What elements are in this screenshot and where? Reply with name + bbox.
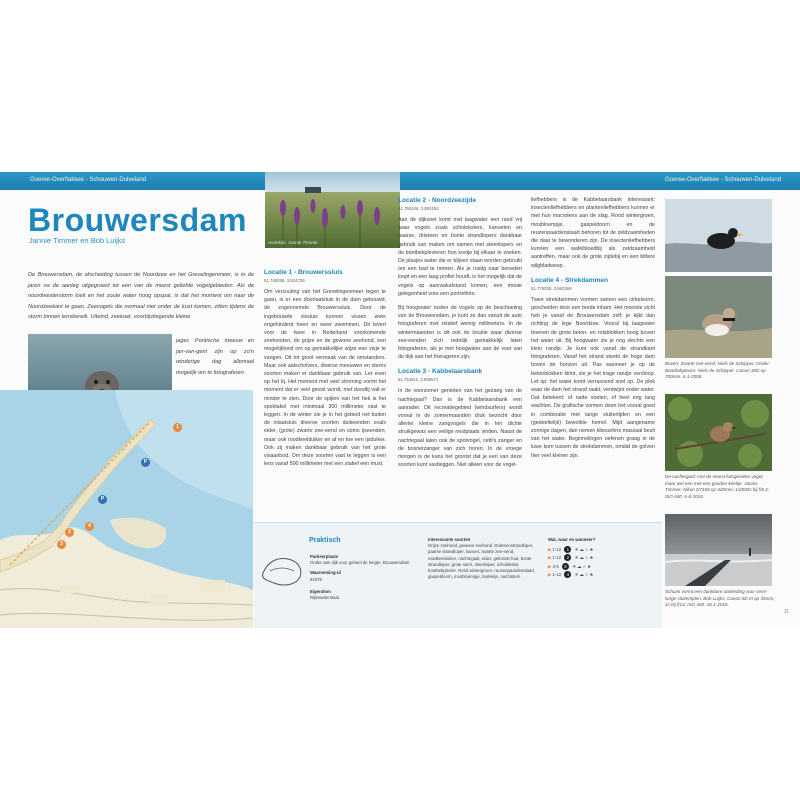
map-marker-4: 4 <box>85 522 94 531</box>
schedule-row-1: ▶ 1-12 1 ☀☁☆★ <box>548 547 595 553</box>
header-label-right: Goeree-Overflakkee - Schouwen-Duiveland <box>665 177 782 183</box>
location-2-text-2: Bij hoogwater rusten de vogels op de beschoeiing van de Brouwersdam, je kunt ze dan vanuit de auto fotograferen met relatief weinig millimeters. In de wintermaanden is dit ook de locatie waar diverse zee-eenden zich redelijk gemakkelijk laten fotograferen, als je met hoogwater aan de voet van de dijk aan het foerageren zijn. <box>398 305 522 361</box>
map-marker-parking-2: P <box>98 495 107 504</box>
intro-text: De Brouwersdam, de afscheiding tussen de Noordzee en het Grevelingenmeer, is in de jaren na de aanleg uitgegroeid tot een van de meest geliefde vogelgebieden. Als de noordwesterstorm loeit en het zoute water hoog opspat, is dat het moment om naar de Noordzeekant te gaan. Zeevogels die normaal niet onder de kust komen, zitten tijdens de storm binnen lensbereik. Uiteind, zeekoet, voorbijvliegende kleine <box>28 272 254 321</box>
map-marker-2: 2 <box>65 528 74 537</box>
scoter-photo <box>665 199 772 272</box>
species-label: Interessante soorten <box>428 537 471 542</box>
header-label-left: Goeree-Overflakkee - Schouwen-Duiveland <box>30 177 147 183</box>
plover-photo <box>665 276 772 358</box>
map-marker-parking-1: P <box>141 458 150 467</box>
nightingale-caption: De nachtegaal: met de meest fotogenieke vogel, maar wel een met een gouden keeltje. Jannie Timmer; Nikon D7100 op 420mm; 1/2500s bij f/8.3; ISO 640. 6-6-2016. <box>665 474 769 499</box>
parking-text: Onder aan dijk voor geheel de lengte, Brouwersdam <box>310 560 410 566</box>
schedule-number-2: 2 <box>564 554 571 561</box>
owner-value: Rijkswaterstaat <box>310 595 340 601</box>
map-marker-3: 3 <box>57 540 66 549</box>
pier-caption: Schuim vormt een dankbare aanleiding voor semi-lange sluitertijden. Bob Luijks; Canon 5D III op 35mm; 1s bij f/14; ISO 400. 18-1-2016. <box>665 589 775 608</box>
schedule-icons-2: ☀☁☆★ <box>574 555 595 561</box>
parking-label: Parkeerplaats <box>310 554 339 559</box>
practical-box <box>254 522 662 628</box>
page-number: 11 <box>784 609 790 615</box>
schedule-icons-3: ☀☁☆★ <box>572 563 592 569</box>
location-3-coord: 51.754811, 3.899571 <box>398 377 439 383</box>
location-4-title: Locatie 4 - Strekdammen <box>531 276 608 284</box>
page-title: Brouwersdam <box>28 202 247 238</box>
owner-label: Eigendom <box>310 588 331 594</box>
schedule-range-3: 3-6 <box>552 563 559 569</box>
header-band-mid <box>400 172 665 190</box>
header-band-left <box>0 172 265 190</box>
schedule-row-2: ▶ 1-12 2 ☀☁☆★ <box>548 555 595 561</box>
location-1-title: Locatie 1 - Brouwerssluis <box>264 269 343 276</box>
schedule-range-1: 1-12 <box>552 547 562 553</box>
practical-species <box>428 537 540 580</box>
location-1-text: Om verzouting van het Grevelingenmeer tegen te gaan, is er een doorlaatsluis in de dam gebouwd, de zogenoemde Brouwerssluis. Door de ingebouwde vissluis kunnen vissen weer ongehinderd heen en weer zwemmen. Dit levert voor de twee in Nederland voorkomende zeehonden, de grijze en de gewone zeehond, een mogelijkheid om op gemakkelijke wijze een visje te vangen. Dit tot groot vermaak van de omstanders. Maar ook aalscholvers, diverse meeuwen en sterns soorten maken er dankbaar gebruik van. Let even op het tij. Het moment met veel stroming vormt het moment dat er veel gevist wordt, met doodtij valt er minder te zien. Door de spijlen van het hek is het spektakel met minimaal 300 millimeter vast te leggen. In de winter zie je in het gebied net buiten de inlaatsluis diverse soorten duikeenden zoals eider, (grote) zwarte zee-eend en soms ijseenden, maar ook roodkeelduiker en af en toe een ijsduiker. Ook zij maken dankbaar gebruik van het grote visaanbod. Om deze soorten vast te leggen is een lens vanaf 500 millimeter met een statief een must. <box>264 289 386 468</box>
practical-schedule <box>548 537 658 578</box>
location-3-continued: liefhebbers is de Kabbelaarsbank interessant; insectenliefhebbers en plantenliefhebbers kunnen er met hun macrolens aan de slag. Rond wintergroen, mosbloempje, gaspeldoorn en de reuzenpaardenstaart behoren tot de zeldzaamheden die daar te bewonderen zijn. De insectenliefhebbers kunnen een wafelbloedbij als zeldzaamheid aantreffen, maar ook de grote zijdebij en een bittere wilgbladwesp. <box>531 197 655 269</box>
nightingale-photo <box>665 394 772 471</box>
location-1-coord: 51.748268, 3.824736 <box>264 278 305 283</box>
location-2-text-1: Aan de dijkvoet komt met laagwater een rand vrij waar vogels zoals scholeksters, kanoeten en paarse, drieteen en bonte strandlopers dankbaar gebruik van maken om samen met steenlopers en de bontbekplevieren hun kostje bij elkaar te zoeken. De plasjes water die er blijven staan worden gebruikt om een bad te nemen. Als je rustig naar beneden loopt en een laag profiel houdt, is het mogelijk dat de vogels op aanraakafstand komen, een mooie gelegenheid voor een portretfoto. <box>398 217 522 297</box>
pier-photo <box>665 514 772 586</box>
schedule-row-3: ▶ 3-6 3 ☀☁☆★ <box>548 563 592 569</box>
map-marker-1: 1 <box>173 423 182 432</box>
schedule-row-4: ▶ 1-12 4 ☀☁☆★ <box>548 571 595 577</box>
schedule-range-2: 1-12 <box>552 555 562 561</box>
practical-title: Praktisch <box>309 537 341 544</box>
location-map <box>0 390 253 628</box>
column-location-1 <box>264 268 386 474</box>
location-4-text: Twee strekdammen vormen samen een cirkelvorm, gescheiden door een brede inham. Het mooiste zicht heb je vanaf de Brouwersdam zelf; je kijkt dan richting de lege Noordzee. Vooral bij laagwater troenen de grote beton- en rotsblokken hoog boven het water uit. Bij hoogwater zie je nog slechts een klein randje. Je kunt ook vanaf de strandkant fotograferen. Vanaf het strand steekt de hoge dam boven de horizon uit. Pas wanneer je op de betonblokken klimt, zie je het trage randje vervloop. Let op: het water komt verrassend snel op. De plek waar de dam het strand raakt, verdwijnt onder water. Dat betekent: of natte voeten, of heel eng lang wachten. De grafische vormen doen het vooral goed in combinatie met lange sluitertijden en een (gedeeltelijk) bewolkte hemel. Mijd aangename zonnige dagen, dan nemen kitesurfers massaal bezit van het water. Beginnelingen oefenen graag in de luwe kom tussen de strekdammen, omdat de golven hier veel kleiner zijn. <box>531 296 655 459</box>
waarneming-value: 91076 <box>310 576 322 582</box>
location-2-title: Locatie 2 - Noordzeezijde <box>398 197 477 204</box>
header-band-right <box>665 172 800 190</box>
waarneming-label: Waarneming-id <box>310 570 341 576</box>
area-outline-icon <box>260 553 305 589</box>
when-label: Wat, waar en wanneer? <box>548 537 596 542</box>
schedule-number-1: 1 <box>564 546 571 553</box>
location-2-coord: 51.755106, 3.893192 <box>398 206 439 211</box>
schedule-icons-4: ☀☁☆★ <box>574 571 595 577</box>
column-location-4 <box>531 196 655 466</box>
intro-text-wrap: jager, Pontische meeuw en jan-van-gent zijn op zo'n winderige dag allemaal mogelijk om te fotograferen. <box>176 338 254 376</box>
book-spread <box>0 172 800 628</box>
species-text: Grijze zeehond, gewone zeehond. Drieteenstrandloper, paarse strandloper, kanoet, zwarte zee-eend, roodkeelduiker, nachtegaal, eider, gekonde fuut, bonte strandloper, grote stern, steenloper, scholekster, bontbekplevier. Rond wintergroen, reuzenpaardenstaart, gaspeldoorn, mosbloempje, harlekijn, nachtstern <box>428 543 536 580</box>
location-3-title: Locatie 3 - Kabbelaarsbank <box>398 368 483 376</box>
birds-caption: Boven: Zwarte zee-eend. Niels de Schipper. Onder: Bontbekplevier. Niels de Schipper. Canon 30D op 700mm. 6-1-2008. <box>665 361 771 380</box>
orchid-caption: Harlekijn. Jannie Timmer <box>268 240 318 245</box>
schedule-number-3: 3 <box>562 563 569 570</box>
schedule-number-4: 4 <box>564 571 571 578</box>
location-4-coord: 51.776035, 3.863369 <box>531 285 572 291</box>
location-3-text: In de voorzomer genieten van het gezang van de nachtegaal? Dan is de Kabbelaarsbank een aanrader. Dit recreatiegebied (windsurfers) wordt vooral in de zomermaanden druk bezocht door allerlei kleine zangvogels die in het dichte struikgewas een veilige nestplaats vinden. Naast de nachtegaal laten ook de spotvogel, cetti's zanger en de bosrietzanger van zich horen. In de vroege morgen is de kans het grootst dat je een van deze soorten kunt vastleggen. Niet alleen voor de vogel- <box>398 388 522 469</box>
authors: Jannie Timmer en Bob Luijks <box>29 236 126 245</box>
schedule-icons-1: ☀☁☆★ <box>574 547 595 553</box>
practical-parking <box>310 554 410 601</box>
column-location-2-3 <box>398 196 522 475</box>
schedule-range-4: 1-12 <box>552 571 562 577</box>
orchid-photo <box>265 172 400 248</box>
